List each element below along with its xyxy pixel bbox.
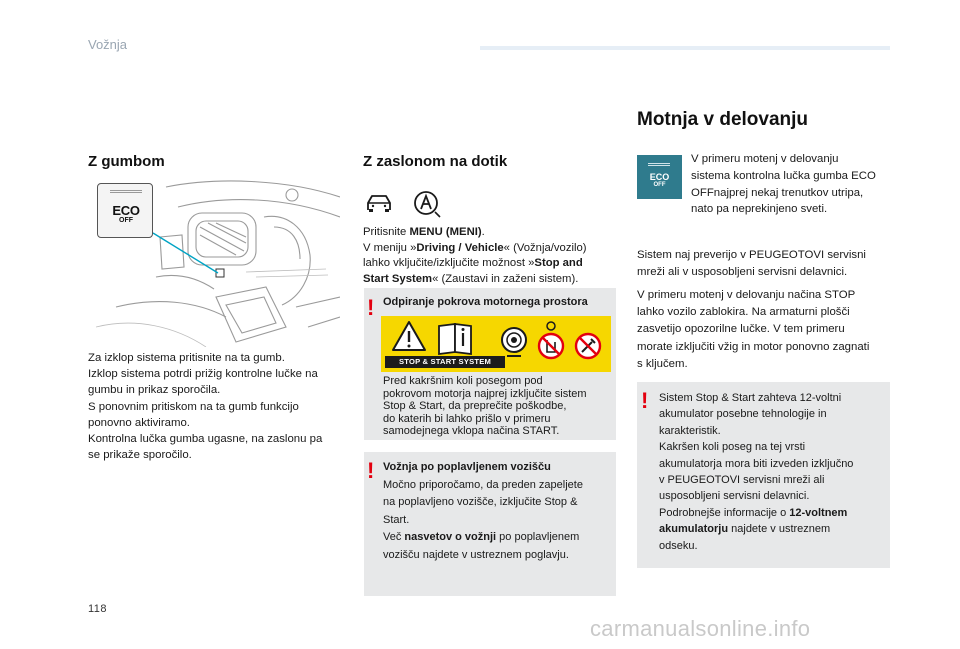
stop-start-badge: STOP & START SYSTEM (385, 356, 505, 368)
warning3-line: usposobljeni servisni delavnici. (659, 490, 810, 503)
battery-label: 12-voltnem (789, 506, 848, 519)
manual-book-icon (439, 324, 471, 354)
col1-line: Za izklop sistema pritisnite na ta gumb. (88, 352, 285, 364)
warning2-line: vozišču najdete v ustreznem poglavju. (383, 548, 569, 561)
stop-start-label: Start System (363, 272, 433, 285)
touchscreen-icons (365, 190, 445, 218)
col1-heading: Z gumbom (88, 153, 165, 170)
col3-p2-line: lahko vozilo zablokira. Na armaturni plošči (637, 306, 850, 319)
driving-assist-icon (413, 190, 443, 218)
col3-p2-line: s ključem. (637, 357, 688, 370)
warning1-line: pokrovom motorja najprej izključite sistem (383, 387, 587, 400)
eco-tile-label-sub: OFF (653, 182, 666, 188)
warning3-line: Sistem Stop & Start zahteva 12-voltni (659, 392, 842, 404)
warning2-title: Vožnja po poplavljenem vozišču (383, 461, 551, 473)
no-tool-icon (576, 334, 600, 358)
col3-p2-line: morate izključiti vžig in motor ponovno zagnati (637, 340, 870, 353)
warning3-line: v PEUGEOTOVI servisni mreži ali (659, 474, 825, 487)
warning-exclamation-icon: ! (367, 295, 375, 320)
col2-intro-text: Pritisnite (363, 226, 410, 238)
col2-intro-text: « (Vožnja/vozilo) (503, 241, 587, 254)
driving-vehicle-label: Driving / Vehicle (416, 241, 504, 254)
col3-p1-line: Sistem naj preverijo v PEUGEOTOVI servisni (637, 249, 866, 261)
warning3-line: akumulatorja mora biti izveden izključno (659, 457, 854, 470)
page-number: 118 (88, 603, 108, 615)
warning3-text-part: najdete v ustreznem (728, 523, 831, 536)
col3-tile-text (691, 151, 876, 218)
warning1-line: do katerih bi lahko prišlo v primeru (383, 412, 551, 425)
eco-off-icon (637, 155, 682, 199)
warning-box-battery (637, 382, 890, 568)
col1-line: S ponovnim pritiskom na ta gumb funkcijo (88, 400, 299, 413)
eco-off-label: ECO (112, 203, 140, 218)
col1-text (88, 350, 322, 463)
col3-tile-line: sistema kontrolna lučka gumba ECO (691, 169, 876, 182)
warning2-line: Start. (383, 513, 410, 526)
col1-line: Kontrolna lučka gumba ugasne, na zaslonu pa (88, 433, 323, 446)
col3-paragraph-1 (637, 247, 866, 281)
col1-line: gumbu in prikaz sporočila. (88, 384, 221, 397)
warning3-text (659, 390, 853, 554)
col1-line: Izklop sistema potrdi prižig kontrolne lučke na (88, 368, 318, 381)
driving-tips-label: nasvetov o vožnji (404, 531, 497, 544)
belt-icon (502, 328, 526, 356)
header-bar (480, 46, 890, 50)
dashboard-image (96, 177, 340, 347)
hazard-pictogram-panel (381, 316, 611, 372)
col3-p1-line: mreži ali v usposobljeni servisni delavnici. (637, 265, 848, 278)
warning2-text-part: Več (383, 531, 405, 544)
eco-tile-label: ECO (649, 172, 670, 182)
col3-tile-line: nato pa neprekinjeno sveti. (691, 203, 828, 216)
col2-intro-text: V meniju » (363, 241, 417, 254)
col1-line: ponovno aktiviramo. (88, 416, 190, 429)
warning3-line: Kakršen koli poseg na tej vrsti (659, 441, 806, 454)
battery-label: akumulatorju (659, 523, 729, 536)
watermark: carmanualsonline.info (590, 616, 811, 641)
header-title: Vožnja (88, 37, 128, 52)
col3-p2-line: V primeru motenj v delovanju načina STOP (637, 289, 856, 301)
warning2-line: na poplavljeno vozišče, izključite Stop & (383, 496, 578, 509)
eco-off-button (97, 183, 153, 238)
col3-tile-line: V primeru motenj v delovanju (691, 153, 839, 165)
warning1-line: Pred kakršnim koli posegom pod (383, 375, 543, 387)
col3-heading: Motnja v delovanju (637, 109, 809, 130)
col2-intro-text: « (Zaustavi in zaženi sistem). (432, 272, 579, 285)
col2-intro (363, 225, 587, 287)
warning1-title: Odpiranje pokrova motornega prostora (383, 296, 588, 308)
warning3-line: akumulator posebne tehnologije in (659, 408, 827, 421)
menu-label: MENU (MENI) (409, 226, 482, 238)
warning2-text (383, 459, 583, 565)
warning3-line: karakteristik. (659, 424, 721, 437)
warning2-text-part: po poplavljenem (496, 531, 580, 544)
col2-intro-text: lahko vključite/izključite možnost » (363, 257, 535, 269)
no-hand-icon (539, 322, 563, 358)
col1-line: se prikaže sporočilo. (88, 449, 192, 462)
col3-tile-line: OFFnajprej nekaj trenutkov utripa, (691, 186, 864, 199)
eco-off-label-sub: OFF (119, 217, 133, 224)
warning1-text (383, 375, 587, 438)
warning1-line: Stop & Start, da preprečite poškodbe, (383, 400, 567, 413)
stop-start-label: Stop and (534, 257, 583, 269)
col3-paragraph-2 (637, 287, 869, 373)
warning1-line: samodejnega vklopa načina START. (383, 425, 560, 438)
warning3-text-part: Podrobnejše informacije o (659, 506, 790, 519)
warning-exclamation-icon: ! (367, 458, 375, 483)
col3-p2-line: zasvetijo opozorilne lučke. V tem primeru (637, 323, 845, 336)
warning-triangle-icon (393, 322, 425, 350)
col2-intro-text: . (481, 226, 485, 238)
warning-box-flooded-road (364, 452, 616, 596)
warning2-line: Močno priporočamo, da preden zapeljete (383, 478, 583, 491)
col2-heading: Z zaslonom na dotik (363, 153, 508, 170)
warning-exclamation-icon: ! (641, 388, 649, 413)
warning3-line: odseku. (659, 539, 698, 552)
